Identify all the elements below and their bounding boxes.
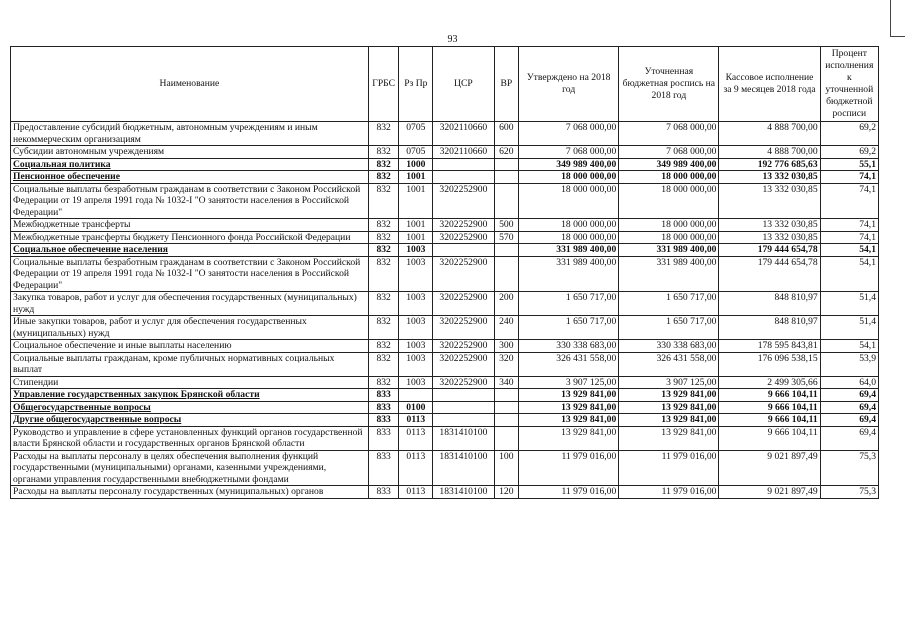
- cell-grbs: 832: [368, 171, 399, 184]
- cell-name: Социальные выплаты гражданам, кроме публичных нормативных социальных выплат: [11, 352, 369, 376]
- cell-csr: 3202252900: [433, 183, 494, 219]
- cell-rzpr: 1000: [399, 158, 433, 171]
- cell-rzpr: 1003: [399, 256, 433, 292]
- cell-rzpr: [399, 389, 433, 402]
- cell-csr: [433, 389, 494, 402]
- cell-csr: 3202252900: [433, 256, 494, 292]
- header-refined: Уточненная бюджетная роспись на 2018 год: [619, 47, 719, 122]
- cell-name: Социальное обеспечение населения: [11, 244, 369, 257]
- cell-vr: [494, 426, 519, 450]
- table-row: [11, 376, 879, 389]
- cell-csr: 3202110660: [433, 122, 494, 146]
- cell-name: Расходы на выплаты персоналу государственных (муниципальных) органов: [11, 486, 369, 499]
- cell-vr: 200: [494, 292, 519, 316]
- cell-name: Межбюджетные трансферты бюджету Пенсионного фонда Российской Федерации: [11, 231, 369, 244]
- cell-refined: 330 338 683,00: [619, 340, 719, 353]
- cell-approved: 7 068 000,00: [519, 146, 619, 159]
- cell-percent: 69,4: [820, 414, 878, 427]
- cell-percent: 75,3: [820, 486, 878, 499]
- cell-vr: [494, 171, 519, 184]
- table-header-row: [11, 47, 879, 122]
- cell-grbs: 832: [368, 231, 399, 244]
- cell-approved: 13 929 841,00: [519, 401, 619, 414]
- cell-csr: 3202252900: [433, 231, 494, 244]
- cell-rzpr: 0113: [399, 450, 433, 486]
- cell-percent: 51,4: [820, 292, 878, 316]
- table-row: [11, 389, 879, 402]
- cell-name: Руководство и управление в сфере установленных функций органов государственной власти Брянской области и государственных органов Брянской области: [11, 426, 369, 450]
- cell-name: Предоставление субсидий бюджетным, автономным учреждениям и иным некоммерческим организациям: [11, 122, 369, 146]
- header-name: Наименование: [11, 47, 369, 122]
- cell-refined: 326 431 558,00: [619, 352, 719, 376]
- cell-rzpr: 1003: [399, 352, 433, 376]
- cell-executed: 13 332 030,85: [719, 171, 820, 184]
- header-rzpr: Рз Пр: [399, 47, 433, 122]
- cell-rzpr: 1003: [399, 340, 433, 353]
- table-row: [11, 401, 879, 414]
- cell-vr: 300: [494, 340, 519, 353]
- cell-grbs: 832: [368, 244, 399, 257]
- cell-grbs: 832: [368, 256, 399, 292]
- cell-vr: 100: [494, 450, 519, 486]
- cell-percent: 74,1: [820, 219, 878, 232]
- table-row: [11, 171, 879, 184]
- cell-rzpr: 0705: [399, 146, 433, 159]
- cell-name: Другие общегосударственные вопросы: [11, 414, 369, 427]
- cell-csr: 3202252900: [433, 376, 494, 389]
- cell-percent: 54,1: [820, 244, 878, 257]
- table-row: [11, 146, 879, 159]
- cell-grbs: 832: [368, 352, 399, 376]
- cell-name: Пенсионное обеспечение: [11, 171, 369, 184]
- cell-name: Управление государственных закупок Брянской области: [11, 389, 369, 402]
- cell-vr: [494, 389, 519, 402]
- cell-name: Социальные выплаты безработным гражданам в соответствии с Законом Российской Федерации от 19 апреля 1991 года № 1032-I "О занятости населения в Российской Федерации": [11, 256, 369, 292]
- cell-grbs: 832: [368, 219, 399, 232]
- header-percent: Процент исполнения к уточненной бюджетной росписи: [820, 47, 878, 122]
- cell-vr: [494, 256, 519, 292]
- table-row: [11, 486, 879, 499]
- table-row: [11, 292, 879, 316]
- cell-refined: 13 929 841,00: [619, 426, 719, 450]
- cell-approved: 18 000 000,00: [519, 171, 619, 184]
- cell-refined: 331 989 400,00: [619, 256, 719, 292]
- cell-grbs: 832: [368, 292, 399, 316]
- table-row: [11, 256, 879, 292]
- cell-executed: 179 444 654,78: [719, 244, 820, 257]
- cell-name: Социальная политика: [11, 158, 369, 171]
- cell-executed: 848 810,97: [719, 316, 820, 340]
- table-row: [11, 340, 879, 353]
- cell-percent: 69,4: [820, 389, 878, 402]
- cell-rzpr: 0113: [399, 426, 433, 450]
- cell-executed: 4 888 700,00: [719, 122, 820, 146]
- cell-executed: 9 021 897,49: [719, 450, 820, 486]
- cell-rzpr: 1003: [399, 316, 433, 340]
- table-row: [11, 316, 879, 340]
- cell-vr: 570: [494, 231, 519, 244]
- cell-grbs: 833: [368, 401, 399, 414]
- cell-approved: 13 929 841,00: [519, 426, 619, 450]
- cell-percent: 64,0: [820, 376, 878, 389]
- cell-approved: 1 650 717,00: [519, 292, 619, 316]
- cell-percent: 69,4: [820, 426, 878, 450]
- cell-percent: 69,2: [820, 122, 878, 146]
- cell-executed: 9 666 104,11: [719, 426, 820, 450]
- cell-vr: 620: [494, 146, 519, 159]
- cell-grbs: 832: [368, 376, 399, 389]
- cell-grbs: 832: [368, 122, 399, 146]
- cell-percent: 75,3: [820, 450, 878, 486]
- cell-grbs: 833: [368, 414, 399, 427]
- cell-refined: 3 907 125,00: [619, 376, 719, 389]
- table-body: [11, 122, 879, 499]
- cell-refined: 13 929 841,00: [619, 414, 719, 427]
- cell-vr: 340: [494, 376, 519, 389]
- cell-approved: 13 929 841,00: [519, 389, 619, 402]
- cell-refined: 18 000 000,00: [619, 231, 719, 244]
- header-grbs: ГРБС: [368, 47, 399, 122]
- cell-executed: 9 666 104,11: [719, 401, 820, 414]
- table-row: [11, 352, 879, 376]
- cell-percent: 69,2: [820, 146, 878, 159]
- cell-approved: 7 068 000,00: [519, 122, 619, 146]
- cell-rzpr: 0113: [399, 414, 433, 427]
- cell-approved: 3 907 125,00: [519, 376, 619, 389]
- cell-approved: 326 431 558,00: [519, 352, 619, 376]
- cell-approved: 13 929 841,00: [519, 414, 619, 427]
- cell-name: Расходы на выплаты персоналу в целях обеспечения выполнения функций государственными (муниципальными) органами, казенными учреждениями, органами управления государственными внебюджетными фондами: [11, 450, 369, 486]
- cell-executed: 9 021 897,49: [719, 486, 820, 499]
- cell-approved: 18 000 000,00: [519, 231, 619, 244]
- cell-name: Межбюджетные трансферты: [11, 219, 369, 232]
- cell-csr: [433, 158, 494, 171]
- cell-csr: 3202252900: [433, 292, 494, 316]
- cell-refined: 11 979 016,00: [619, 450, 719, 486]
- cell-refined: 349 989 400,00: [619, 158, 719, 171]
- cell-csr: 3202252900: [433, 352, 494, 376]
- cell-approved: 11 979 016,00: [519, 450, 619, 486]
- cell-refined: 7 068 000,00: [619, 146, 719, 159]
- cell-csr: 1831410100: [433, 426, 494, 450]
- cell-csr: [433, 171, 494, 184]
- table-row: [11, 450, 879, 486]
- cell-grbs: 832: [368, 158, 399, 171]
- cell-refined: 7 068 000,00: [619, 122, 719, 146]
- cell-executed: 178 595 843,81: [719, 340, 820, 353]
- header-executed: Кассовое исполнение за 9 месяцев 2018 года: [719, 47, 820, 122]
- cell-refined: 1 650 717,00: [619, 316, 719, 340]
- cell-name: Иные закупки товаров, работ и услуг для обеспечения государственных (муниципальных) нужд: [11, 316, 369, 340]
- cell-csr: 3202252900: [433, 316, 494, 340]
- cell-executed: 848 810,97: [719, 292, 820, 316]
- cell-vr: 500: [494, 219, 519, 232]
- cell-rzpr: 0705: [399, 122, 433, 146]
- cell-approved: 18 000 000,00: [519, 183, 619, 219]
- cell-executed: 179 444 654,78: [719, 256, 820, 292]
- cell-percent: 74,1: [820, 183, 878, 219]
- table-row: [11, 219, 879, 232]
- cell-name: Стипендии: [11, 376, 369, 389]
- cell-executed: 2 499 305,66: [719, 376, 820, 389]
- cell-csr: [433, 401, 494, 414]
- cell-percent: 51,4: [820, 316, 878, 340]
- cell-grbs: 832: [368, 316, 399, 340]
- cell-vr: 600: [494, 122, 519, 146]
- table-row: [11, 426, 879, 450]
- cell-grbs: 832: [368, 340, 399, 353]
- cell-vr: 320: [494, 352, 519, 376]
- cell-name: Социальное обеспечение и иные выплаты населению: [11, 340, 369, 353]
- cell-grbs: 833: [368, 389, 399, 402]
- table-row: [11, 183, 879, 219]
- cell-refined: 18 000 000,00: [619, 183, 719, 219]
- table-row: [11, 244, 879, 257]
- header-vr: ВР: [494, 47, 519, 122]
- table-row: [11, 122, 879, 146]
- cell-grbs: 833: [368, 486, 399, 499]
- cell-vr: 120: [494, 486, 519, 499]
- cell-refined: 13 929 841,00: [619, 389, 719, 402]
- cell-refined: 1 650 717,00: [619, 292, 719, 316]
- cell-rzpr: 0113: [399, 486, 433, 499]
- cell-percent: 54,1: [820, 340, 878, 353]
- cell-vr: [494, 158, 519, 171]
- cell-percent: 74,1: [820, 171, 878, 184]
- cell-approved: 11 979 016,00: [519, 486, 619, 499]
- cell-vr: 240: [494, 316, 519, 340]
- cell-csr: 3202252900: [433, 219, 494, 232]
- cell-grbs: 832: [368, 146, 399, 159]
- cell-rzpr: 1003: [399, 244, 433, 257]
- cell-grbs: 833: [368, 450, 399, 486]
- table-row: [11, 158, 879, 171]
- cell-name: Социальные выплаты безработным гражданам в соответствии с Законом Российской Федерации от 19 апреля 1991 года № 1032-I "О занятости населения в Российской Федерации": [11, 183, 369, 219]
- cell-csr: 3202110660: [433, 146, 494, 159]
- page-number: 93: [447, 34, 458, 45]
- cell-percent: 69,4: [820, 401, 878, 414]
- cell-grbs: 833: [368, 426, 399, 450]
- cell-rzpr: 1001: [399, 219, 433, 232]
- cell-vr: [494, 183, 519, 219]
- cell-grbs: 832: [368, 183, 399, 219]
- cell-executed: 9 666 104,11: [719, 389, 820, 402]
- cell-refined: 11 979 016,00: [619, 486, 719, 499]
- cell-csr: [433, 244, 494, 257]
- header-csr: ЦСР: [433, 47, 494, 122]
- cell-executed: 176 096 538,15: [719, 352, 820, 376]
- cell-executed: 4 888 700,00: [719, 146, 820, 159]
- cell-vr: [494, 414, 519, 427]
- cell-csr: 3202252900: [433, 340, 494, 353]
- budget-table: [10, 46, 879, 499]
- cell-executed: 192 776 685,63: [719, 158, 820, 171]
- cell-csr: 1831410100: [433, 486, 494, 499]
- cell-approved: 330 338 683,00: [519, 340, 619, 353]
- cell-approved: 18 000 000,00: [519, 219, 619, 232]
- cell-executed: 13 332 030,85: [719, 219, 820, 232]
- cell-refined: 331 989 400,00: [619, 244, 719, 257]
- cell-refined: 18 000 000,00: [619, 219, 719, 232]
- cell-refined: 13 929 841,00: [619, 401, 719, 414]
- cell-vr: [494, 401, 519, 414]
- cell-approved: 349 989 400,00: [519, 158, 619, 171]
- cell-rzpr: 0100: [399, 401, 433, 414]
- cell-refined: 18 000 000,00: [619, 171, 719, 184]
- cell-executed: 13 332 030,85: [719, 183, 820, 219]
- cell-rzpr: 1001: [399, 183, 433, 219]
- cell-approved: 1 650 717,00: [519, 316, 619, 340]
- cell-approved: 331 989 400,00: [519, 256, 619, 292]
- page-corner-mark: [890, 0, 905, 37]
- cell-rzpr: 1003: [399, 376, 433, 389]
- cell-name: Закупка товаров, работ и услуг для обеспечения государственных (муниципальных) нужд: [11, 292, 369, 316]
- table-row: [11, 414, 879, 427]
- cell-rzpr: 1001: [399, 231, 433, 244]
- cell-name: Общегосударственные вопросы: [11, 401, 369, 414]
- cell-executed: 9 666 104,11: [719, 414, 820, 427]
- cell-approved: 331 989 400,00: [519, 244, 619, 257]
- cell-csr: [433, 414, 494, 427]
- cell-percent: 53,9: [820, 352, 878, 376]
- cell-csr: 1831410100: [433, 450, 494, 486]
- cell-rzpr: 1003: [399, 292, 433, 316]
- cell-rzpr: 1001: [399, 171, 433, 184]
- header-approved: Утверждено на 2018 год: [519, 47, 619, 122]
- cell-executed: 13 332 030,85: [719, 231, 820, 244]
- cell-percent: 55,1: [820, 158, 878, 171]
- cell-percent: 74,1: [820, 231, 878, 244]
- cell-percent: 54,1: [820, 256, 878, 292]
- cell-vr: [494, 244, 519, 257]
- table-row: [11, 231, 879, 244]
- cell-name: Субсидии автономным учреждениям: [11, 146, 369, 159]
